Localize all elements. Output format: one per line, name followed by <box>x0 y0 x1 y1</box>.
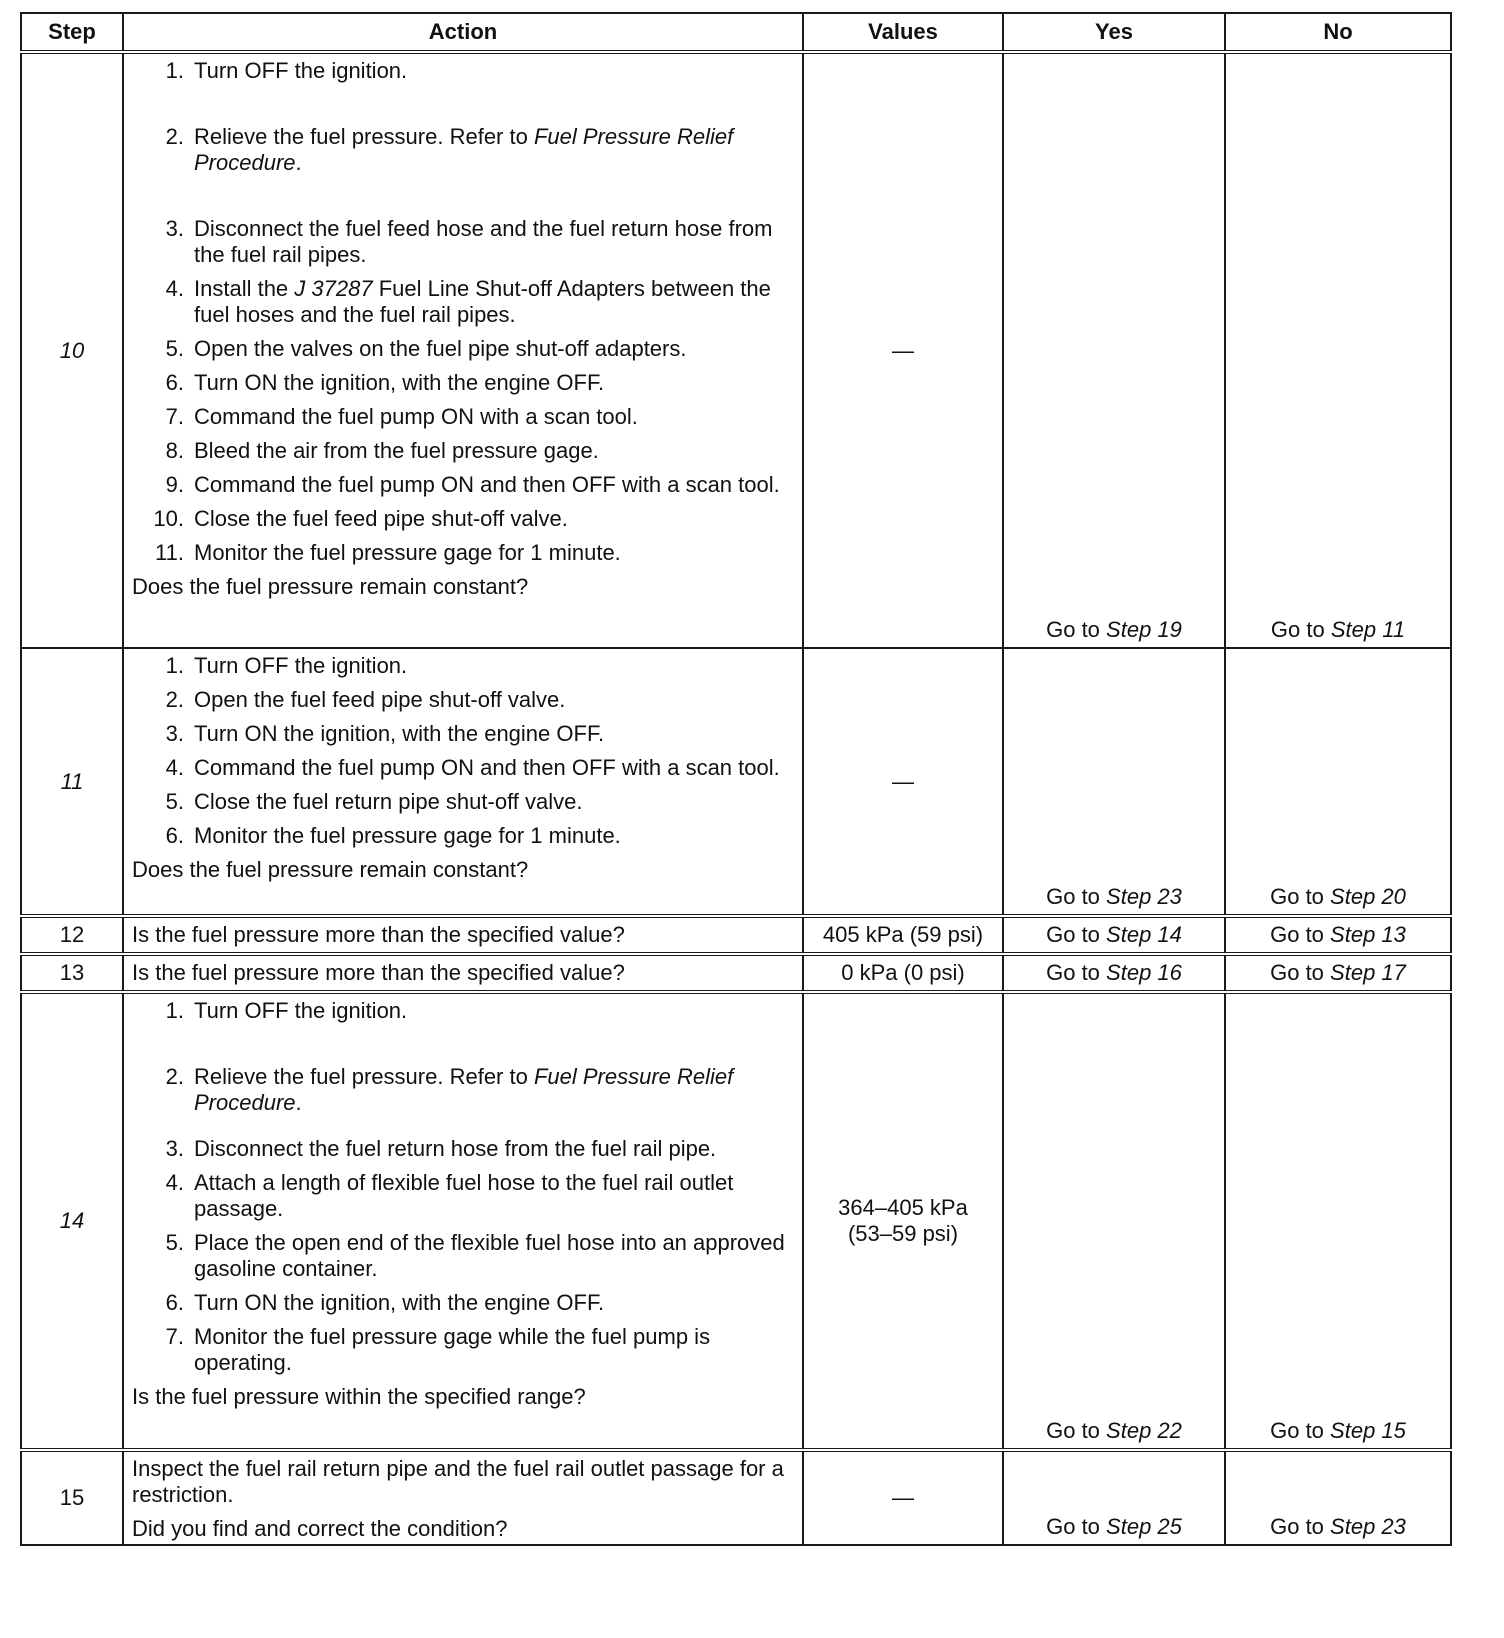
list-item: 3. Turn ON the ignition, with the engine OFF. <box>165 721 605 746</box>
no-cell: Go to Step 13 <box>1225 916 1451 954</box>
question-text: Does the fuel pressure remain constant? <box>132 857 529 882</box>
header-action: Action <box>123 13 803 52</box>
list-item: 8. Bleed the air from the fuel pressure gage. <box>165 438 599 463</box>
step-list <box>132 58 796 566</box>
row-step-12 <box>21 916 1451 954</box>
no-cell: Go to Step 11 <box>1225 52 1451 648</box>
no-cell: Go to Step 20 <box>1225 648 1451 916</box>
list-item: 1. Turn OFF the ignition. <box>165 58 408 83</box>
yes-cell: Go to Step 16 <box>1003 954 1225 992</box>
yes-cell: Go to Step 25 <box>1003 1450 1225 1545</box>
list-item: 4. Attach a length of flexible fuel hose to the fuel rail outlet passage. <box>165 1170 734 1221</box>
list-item: 9. Command the fuel pump ON and then OFF with a scan tool. <box>165 472 780 497</box>
values-cell: 405 kPa (59 psi) <box>803 916 1003 954</box>
yes-cell: Go to Step 22 <box>1003 992 1225 1450</box>
no-cell: Go to Step 15 <box>1225 992 1451 1450</box>
list-item: 2. Relieve the fuel pressure. Refer to Fuel Pressure Relief Procedure. <box>165 124 734 175</box>
diagnostic-table <box>20 12 1452 1546</box>
list-item: 7. Monitor the fuel pressure gage while the fuel pump is operating. <box>165 1324 711 1375</box>
list-item: 5. Place the open end of the flexible fuel hose into an approved gasoline container. <box>165 1230 785 1281</box>
list-item: 3. Disconnect the fuel return hose from the fuel rail pipe. <box>165 1136 717 1161</box>
action-cell <box>123 1450 803 1545</box>
row-step-15 <box>21 1450 1451 1545</box>
diagnostic-table-document <box>20 12 1450 1546</box>
values-line-1: 364–405 kPa <box>838 1195 968 1220</box>
list-item: 4. Command the fuel pump ON and then OFF with a scan tool. <box>165 755 780 780</box>
row-step-14 <box>21 992 1451 1450</box>
row-step-10 <box>21 52 1451 648</box>
row-step-11 <box>21 648 1451 916</box>
values-cell: — <box>803 52 1003 648</box>
step-number: 13 <box>21 954 123 992</box>
no-cell: Go to Step 23 <box>1225 1450 1451 1545</box>
list-item: 6. Turn ON the ignition, with the engine OFF. <box>165 370 605 395</box>
instruction-text: Inspect the fuel rail return pipe and the fuel rail outlet passage for a restriction. <box>132 1456 784 1507</box>
yes-cell: Go to Step 23 <box>1003 648 1225 916</box>
row-step-13 <box>21 954 1451 992</box>
list-item: 5. Close the fuel return pipe shut-off valve. <box>165 789 583 814</box>
step-number: 11 <box>21 648 123 916</box>
list-item: 1. Turn OFF the ignition. <box>165 653 408 678</box>
header-yes: Yes <box>1003 13 1225 52</box>
header-no: No <box>1225 13 1451 52</box>
values-cell <box>803 992 1003 1450</box>
question-text: Is the fuel pressure within the specified range? <box>132 1384 586 1409</box>
header-row <box>21 13 1451 52</box>
step-number: 10 <box>21 52 123 648</box>
list-item: 4. Install the J 37287 Fuel Line Shut-off Adapters between the fuel hoses and the fuel rail pipes. <box>165 276 771 327</box>
step-list <box>132 653 796 849</box>
list-item: 5. Open the valves on the fuel pipe shut-off adapters. <box>165 336 687 361</box>
action-cell <box>123 648 803 916</box>
action-cell <box>123 992 803 1450</box>
action-cell <box>123 52 803 648</box>
question-text: Did you find and correct the condition? <box>132 1516 508 1541</box>
question-text: Is the fuel pressure more than the specified value? <box>123 916 803 954</box>
list-item: 6. Turn ON the ignition, with the engine OFF. <box>165 1290 605 1315</box>
values-line-2: (53–59 psi) <box>847 1221 959 1246</box>
question-text: Does the fuel pressure remain constant? <box>132 574 529 599</box>
yes-cell: Go to Step 19 <box>1003 52 1225 648</box>
list-item: 3. Disconnect the fuel feed hose and the fuel return hose from the fuel rail pipes. <box>165 216 773 267</box>
yes-cell: Go to Step 14 <box>1003 916 1225 954</box>
no-cell: Go to Step 17 <box>1225 954 1451 992</box>
list-item: 11. Monitor the fuel pressure gage for 1 minute. <box>155 540 621 565</box>
list-item: 10. Close the fuel feed pipe shut-off valve. <box>153 506 568 531</box>
values-cell: — <box>803 1450 1003 1545</box>
step-list <box>132 998 796 1376</box>
header-values: Values <box>803 13 1003 52</box>
step-number: 14 <box>21 992 123 1450</box>
values-cell: — <box>803 648 1003 916</box>
list-item: 1. Turn OFF the ignition. <box>165 998 408 1023</box>
step-number: 12 <box>21 916 123 954</box>
list-item: 7. Command the fuel pump ON with a scan tool. <box>165 404 638 429</box>
list-item: 2. Relieve the fuel pressure. Refer to Fuel Pressure Relief Procedure. <box>165 1064 734 1115</box>
values-cell: 0 kPa (0 psi) <box>803 954 1003 992</box>
question-text: Is the fuel pressure more than the specified value? <box>123 954 803 992</box>
list-item: 6. Monitor the fuel pressure gage for 1 minute. <box>165 823 621 848</box>
header-step: Step <box>21 13 123 52</box>
step-number: 15 <box>21 1450 123 1545</box>
list-item: 2. Open the fuel feed pipe shut-off valve. <box>165 687 566 712</box>
